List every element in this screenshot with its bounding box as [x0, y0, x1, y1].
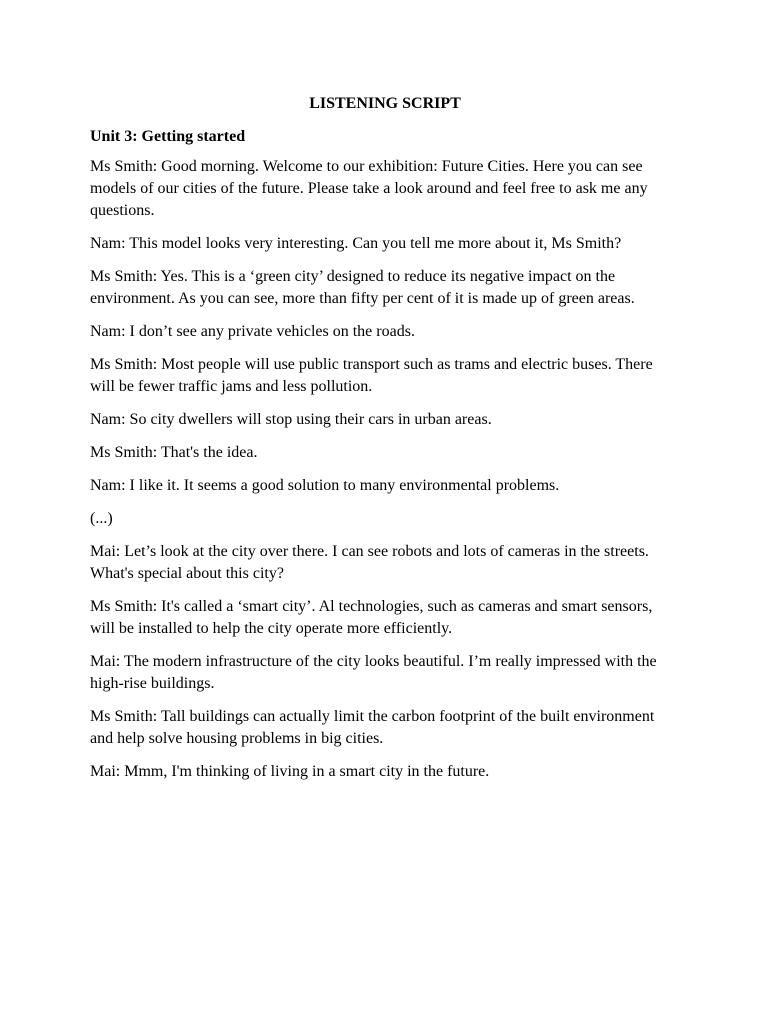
dialogue-paragraph-mai-living: Mai: Mmm, I'm thinking of living in a smart city in the future. — [90, 763, 490, 780]
dialogue-paragraph-thats-the-idea: Ms Smith: That's the idea. — [90, 444, 258, 461]
unit-heading: Unit 3: Getting started — [90, 128, 246, 145]
dialogue-paragraph-tall-buildings: Ms Smith: Tall buildings can actually limit the carbon footprint of the built environment and help solve housing problems in big cities. — [90, 708, 655, 747]
dialogue-paragraph-ellipsis: (...) — [90, 510, 113, 527]
dialogue-paragraph-mai-robots: Mai: Let’s look at the city over there. I can see robots and lots of cameras in the streets. What's special about this city? — [90, 543, 649, 582]
dialogue-paragraph-ms-smith-welcome: Ms Smith: Good morning. Welcome to our exhibition: Future Cities. Here you can see models of our cities of the future. Please take a look around and feel free to ask me any questions. — [90, 158, 648, 219]
dialogue-paragraph-mai-infrastructure: Mai: The modern infrastructure of the city looks beautiful. I’m really impressed with the high-rise buildings. — [90, 653, 657, 692]
document-title: LISTENING SCRIPT — [309, 95, 461, 112]
dialogue-paragraph-public-transport: Ms Smith: Most people will use public transport such as trams and electric buses. There will be fewer traffic jams and less pollution. — [90, 356, 653, 395]
dialogue-paragraph-nam-question: Nam: This model looks very interesting. Can you tell me more about it, Ms Smith? — [90, 235, 622, 252]
dialogue-paragraph-smart-city: Ms Smith: It's called a ‘smart city’. Al technologies, such as cameras and smart sensors, will be installed to help the city operate more efficiently. — [90, 598, 653, 637]
document-page — [90, 94, 680, 794]
dialogue-paragraph-nam-vehicles: Nam: I don’t see any private vehicles on the roads. — [90, 323, 415, 340]
dialogue-paragraph-nam-city-dwellers: Nam: So city dwellers will stop using their cars in urban areas. — [90, 411, 492, 428]
dialogue-paragraph-green-city: Ms Smith: Yes. This is a ‘green city’ designed to reduce its negative impact on the environment. As you can see, more than fifty per cent of it is made up of green areas. — [90, 268, 635, 307]
dialogue-paragraph-nam-likes-it: Nam: I like it. It seems a good solution to many environmental problems. — [90, 477, 560, 494]
